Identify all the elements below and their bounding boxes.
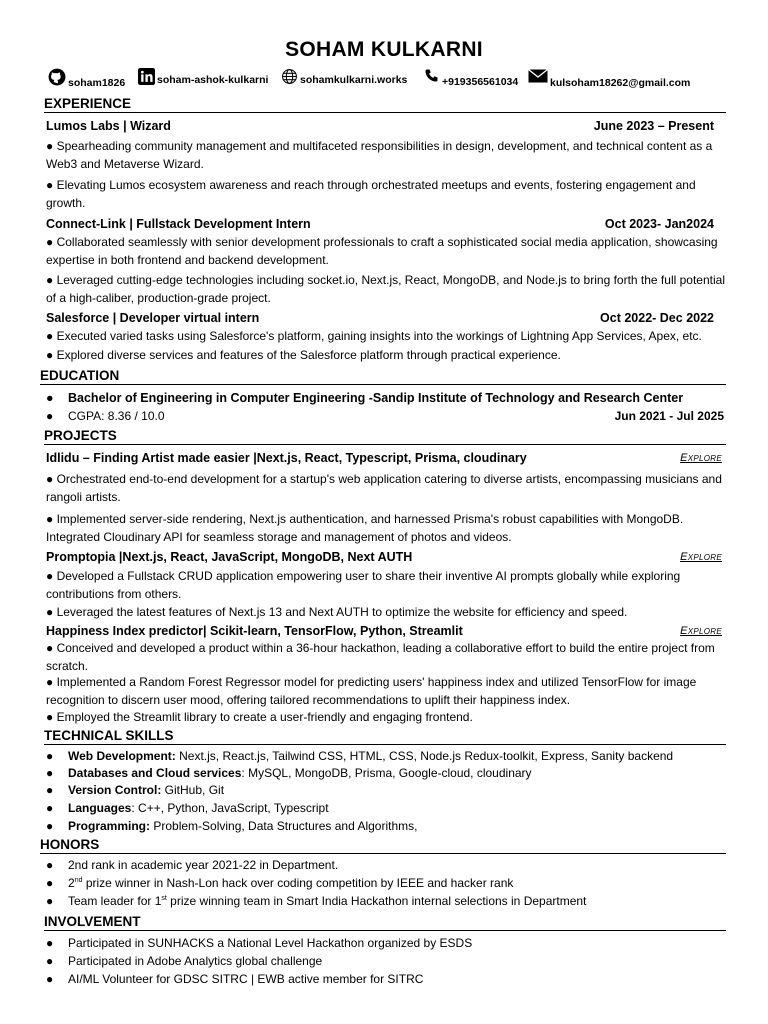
experience-bullet: ● Collaborated seamlessly with senior development professionals to craft a sophisticated social media application, showcasing expertise in both frontend and backend development.: [46, 235, 718, 267]
bullet-icon: ●: [46, 391, 54, 405]
github-handle: soham1826: [68, 76, 126, 89]
contact-bar: [48, 68, 728, 90]
education-date: Jun 2021 - Jul 2025: [614, 409, 724, 423]
experience-entry-lumos: [46, 118, 714, 135]
education-cgpa: [46, 408, 736, 425]
honor-text-post: prize winner in Nash-Lon hack over coding competition by IEEE and hacker rank: [82, 876, 514, 890]
bullet-icon: ●: [46, 801, 54, 815]
project-title: Happiness Index predictor| Scikit-learn, TensorFlow, Python, Streamlit: [46, 624, 463, 638]
job-date: Oct 2023- Jan2024: [604, 217, 714, 231]
involvement-text: Participated in SUNHACKS a National Level Hackathon organized by ESDS: [68, 936, 473, 950]
phone-contact[interactable]: [424, 68, 518, 87]
section-skills-heading: TECHNICAL SKILLS: [44, 727, 726, 745]
honor-item: [46, 893, 736, 910]
skill-item: [46, 765, 736, 782]
ordinal-suffix: st: [161, 895, 167, 902]
skill-label: Web Development:: [68, 749, 176, 763]
project-bullet: ● Implemented server-side rendering, Next.js authentication, and harnessed Prisma's robust capabilities with MongoDB. Integrated Cloudinary API for seamless storage and management of photos and videos.: [46, 512, 684, 544]
bullet-icon: ●: [46, 876, 54, 890]
involvement-item: [46, 935, 736, 952]
phone-number: +919356561034: [442, 75, 519, 88]
bullet-icon: ●: [46, 858, 54, 872]
bullet-icon: ●: [46, 819, 54, 833]
section-projects-heading: PROJECTS: [44, 427, 726, 445]
project-bullet: ● Conceived and developed a product within a 36-hour hackathon, leading a collaborative effort to build the entire project from scratch.: [46, 641, 715, 673]
honor-text-post: prize winning team in Smart India Hackathon internal selections in Department: [166, 894, 587, 908]
involvement-item: [46, 971, 736, 988]
explore-link[interactable]: Explore: [680, 452, 722, 464]
website-contact[interactable]: [281, 68, 407, 88]
project-entry-happiness-index: [46, 623, 722, 640]
bullet-icon: ●: [46, 766, 54, 780]
job-date: June 2023 – Present: [593, 119, 714, 133]
experience-entry-connect-link: [46, 216, 714, 233]
section-education-heading: EDUCATION: [40, 367, 726, 385]
globe-icon: [281, 68, 298, 88]
experience-bullet: ● Spearheading community management and multifaceted responsibilities in design, development, and technical content as a Web3 and Metaverse Wizard.: [46, 139, 713, 171]
degree-text: Bachelor of Engineering in Computer Engineering -Sandip Institute of Technology and Research Center: [68, 391, 684, 405]
skill-label: Version Control:: [68, 783, 162, 797]
skill-item: [46, 748, 736, 765]
bullet-icon: ●: [46, 972, 54, 986]
project-entry-promptopia: [46, 549, 722, 566]
skill-label: Databases and Cloud services: [68, 766, 242, 780]
involvement-text: Participated in Adobe Analytics global challenge: [68, 954, 323, 968]
email-address: kulsoham18262@gmail.com: [550, 76, 691, 89]
project-title: Idlidu – Finding Artist made easier |Next.js, React, Typescript, Prisma, cloudinary: [46, 451, 527, 465]
explore-link[interactable]: Explore: [680, 551, 722, 563]
skill-value: : C++, Python, JavaScript, Typescript: [131, 801, 329, 815]
skill-label: Programming:: [68, 819, 151, 833]
linkedin-icon: [138, 68, 155, 88]
project-bullet: ● Implemented a Random Forest Regressor model for predicting users' happiness index and utilized TensorFlow for image recognition to discern user mood, offering tailored recommendations to uplift their happiness index.: [46, 675, 697, 707]
experience-bullet: ● Elevating Lumos ecosystem awareness and reach through orchestrated meetups and events, fostering engagement and growth.: [46, 178, 696, 210]
bullet-icon: ●: [46, 749, 54, 763]
envelope-icon: [528, 68, 548, 87]
job-title: Connect-Link | Fullstack Development Intern: [46, 217, 311, 231]
skill-value: Next.js, React.js, Tailwind CSS, HTML, CSS, Node.js Redux-toolkit, Express, Sanity backend: [175, 749, 674, 763]
candidate-name: SOHAM KULKARNI: [285, 38, 483, 61]
project-bullet: ● Developed a Fullstack CRUD application empowering user to share their inventive AI prompts globally while exploring contributions from others.: [46, 569, 681, 601]
section-honors-heading: HONORS: [40, 836, 726, 854]
bullet-icon: ●: [46, 894, 54, 908]
honor-text-pre: 2: [68, 876, 75, 890]
skill-value: : MySQL, MongoDB, Prisma, Google-cloud, cloudinary: [241, 766, 532, 780]
experience-bullet: ● Executed varied tasks using Salesforce's platform, gaining insights into the workings of Lightning App Services, Apex, etc.: [46, 329, 702, 343]
project-title: Promptopia |Next.js, React, JavaScript, MongoDB, Next AUTH: [46, 550, 413, 564]
bullet-icon: ●: [46, 936, 54, 950]
experience-bullet: ● Leveraged cutting-edge technologies including socket.io, Next.js, React, MongoDB, and Node.js to bring forth the full potential of a high-caliber, production-grade project.: [46, 273, 725, 305]
honor-item: [46, 875, 736, 892]
bullet-icon: ●: [46, 783, 54, 797]
bullet-icon: ●: [46, 954, 54, 968]
phone-icon: [424, 68, 440, 87]
github-icon: [48, 68, 66, 89]
ordinal-suffix: nd: [74, 877, 83, 884]
cgpa-text: CGPA: 8.36 / 10.0: [68, 409, 165, 423]
github-contact[interactable]: [48, 68, 125, 89]
linkedin-contact[interactable]: [138, 68, 268, 88]
bullet-icon: ●: [46, 409, 54, 423]
honor-item: [46, 857, 736, 874]
skill-label: Languages: [68, 801, 132, 815]
linkedin-handle: soham-ashok-kulkarni: [157, 74, 269, 86]
skill-item: [46, 800, 736, 817]
skill-value: GitHub, Git: [161, 783, 225, 797]
section-involvement-heading: INVOLVEMENT: [44, 913, 726, 931]
experience-bullet: ● Explored diverse services and features of the Salesforce platform through practical experience.: [46, 348, 561, 362]
email-contact[interactable]: [528, 68, 690, 87]
honor-text-pre: Team leader for 1: [68, 894, 162, 908]
job-title: Lumos Labs | Wizard: [46, 119, 171, 133]
project-bullet: ● Leveraged the latest features of Next.js 13 and Next AUTH to optimize the website for efficiency and speed.: [46, 605, 628, 619]
skill-value: Problem-Solving, Data Structures and Algorithms,: [150, 819, 418, 833]
skill-item: [46, 782, 736, 799]
project-bullet: ● Employed the Streamlit library to create a user-friendly and engaging frontend.: [46, 710, 473, 724]
experience-entry-salesforce: [46, 310, 714, 327]
project-entry-idlidu: [46, 450, 722, 467]
job-title: Salesforce | Developer virtual intern: [46, 311, 260, 325]
section-experience-heading: EXPERIENCE: [44, 95, 726, 113]
skill-item: [46, 818, 736, 835]
honor-text: 2nd rank in academic year 2021-22 in Department.: [68, 858, 339, 872]
explore-link[interactable]: Explore: [680, 625, 722, 637]
project-bullet: ● Orchestrated end-to-end development for a startup's web application catering to diverse artists, encompassing musicians and rangoli artists.: [46, 472, 722, 504]
involvement-text: AI/ML Volunteer for GDSC SITRC | EWB active member for SITRC: [68, 972, 424, 986]
job-date: Oct 2022- Dec 2022: [600, 311, 714, 325]
website-url: sohamkulkarni.works: [300, 74, 408, 86]
involvement-item: [46, 953, 736, 970]
education-degree: [46, 390, 736, 407]
